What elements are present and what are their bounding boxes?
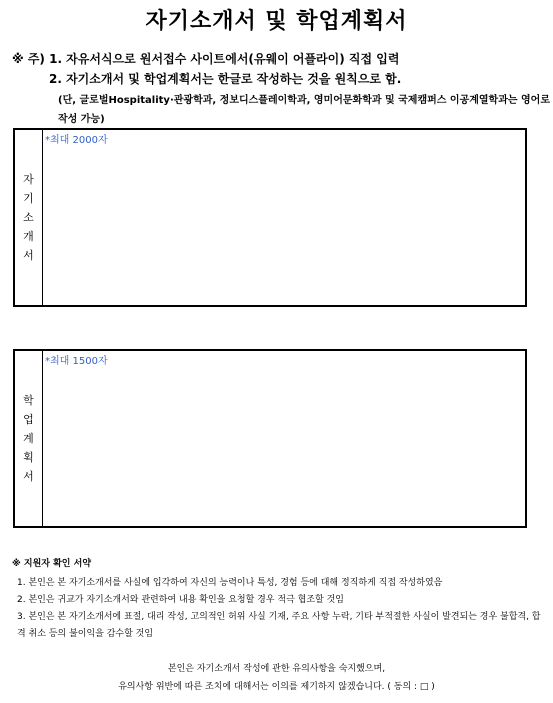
study-plan-label-cell	[15, 351, 43, 526]
document-title: 자기소개서 및 학업계획서	[145, 9, 408, 34]
study-plan-input-area[interactable]	[43, 351, 525, 526]
pledge-heading: ※ 지원자 확인 서약	[12, 559, 92, 569]
self-introduction-label: 자기소개서	[23, 173, 34, 262]
consent-line-2: 유의사항 위반에 따른 조치에 대해서는 이의를 제기하지 않겠습니다. ( 동의 : □ )	[118, 682, 435, 692]
pledge-list	[17, 575, 547, 643]
consent-statement	[0, 660, 553, 696]
self-introduction-char-limit: *최대 2000자	[45, 135, 108, 146]
pledge-item: 3. 본인은 본 자기소개서에 표절, 대리 작성, 고의적인 허위 사실 기재, 주요 사항 누락, 기타 부적절한 사실이 발견되는 경우 불합격, 합격 취소 등의 불이익을 감수할 것임	[17, 612, 541, 639]
instruction-line-2: 2. 자기소개서 및 학업계획서는 한글로 작성하는 것을 원칙으로 함.	[49, 72, 402, 86]
study-plan-box	[13, 349, 527, 528]
instruction-line-1: ※ 주) 1. 자유서식으로 원서접수 사이트에서(유웨이 어플라이) 직접 입력	[12, 52, 400, 66]
consent-line-1: 본인은 자기소개서 작성에 관한 유의사항을 숙지했으며,	[167, 664, 386, 674]
study-plan-label: 학업계획서	[23, 394, 34, 483]
pledge-item: 2. 본인은 귀교가 자기소개서와 관련하여 내용 확인을 요청할 경우 적극 협조할 것임	[17, 595, 344, 605]
self-introduction-label-cell	[15, 130, 43, 305]
self-introduction-box	[13, 128, 527, 307]
study-plan-char-limit: *최대 1500자	[45, 356, 108, 367]
self-introduction-input-area[interactable]	[43, 130, 525, 305]
instruction-line-3: (단, 글로벌Hospitality·관광학과, 정보디스플레이학과, 영미어문화학과 및 국제캠퍼스 이공계열학과는 영어로 작성 가능)	[58, 95, 550, 125]
pledge-item: 1. 본인은 본 자기소개서를 사실에 입각하여 자신의 능력이나 특성, 경험 등에 대해 정직하게 직접 작성하였음	[17, 578, 443, 588]
